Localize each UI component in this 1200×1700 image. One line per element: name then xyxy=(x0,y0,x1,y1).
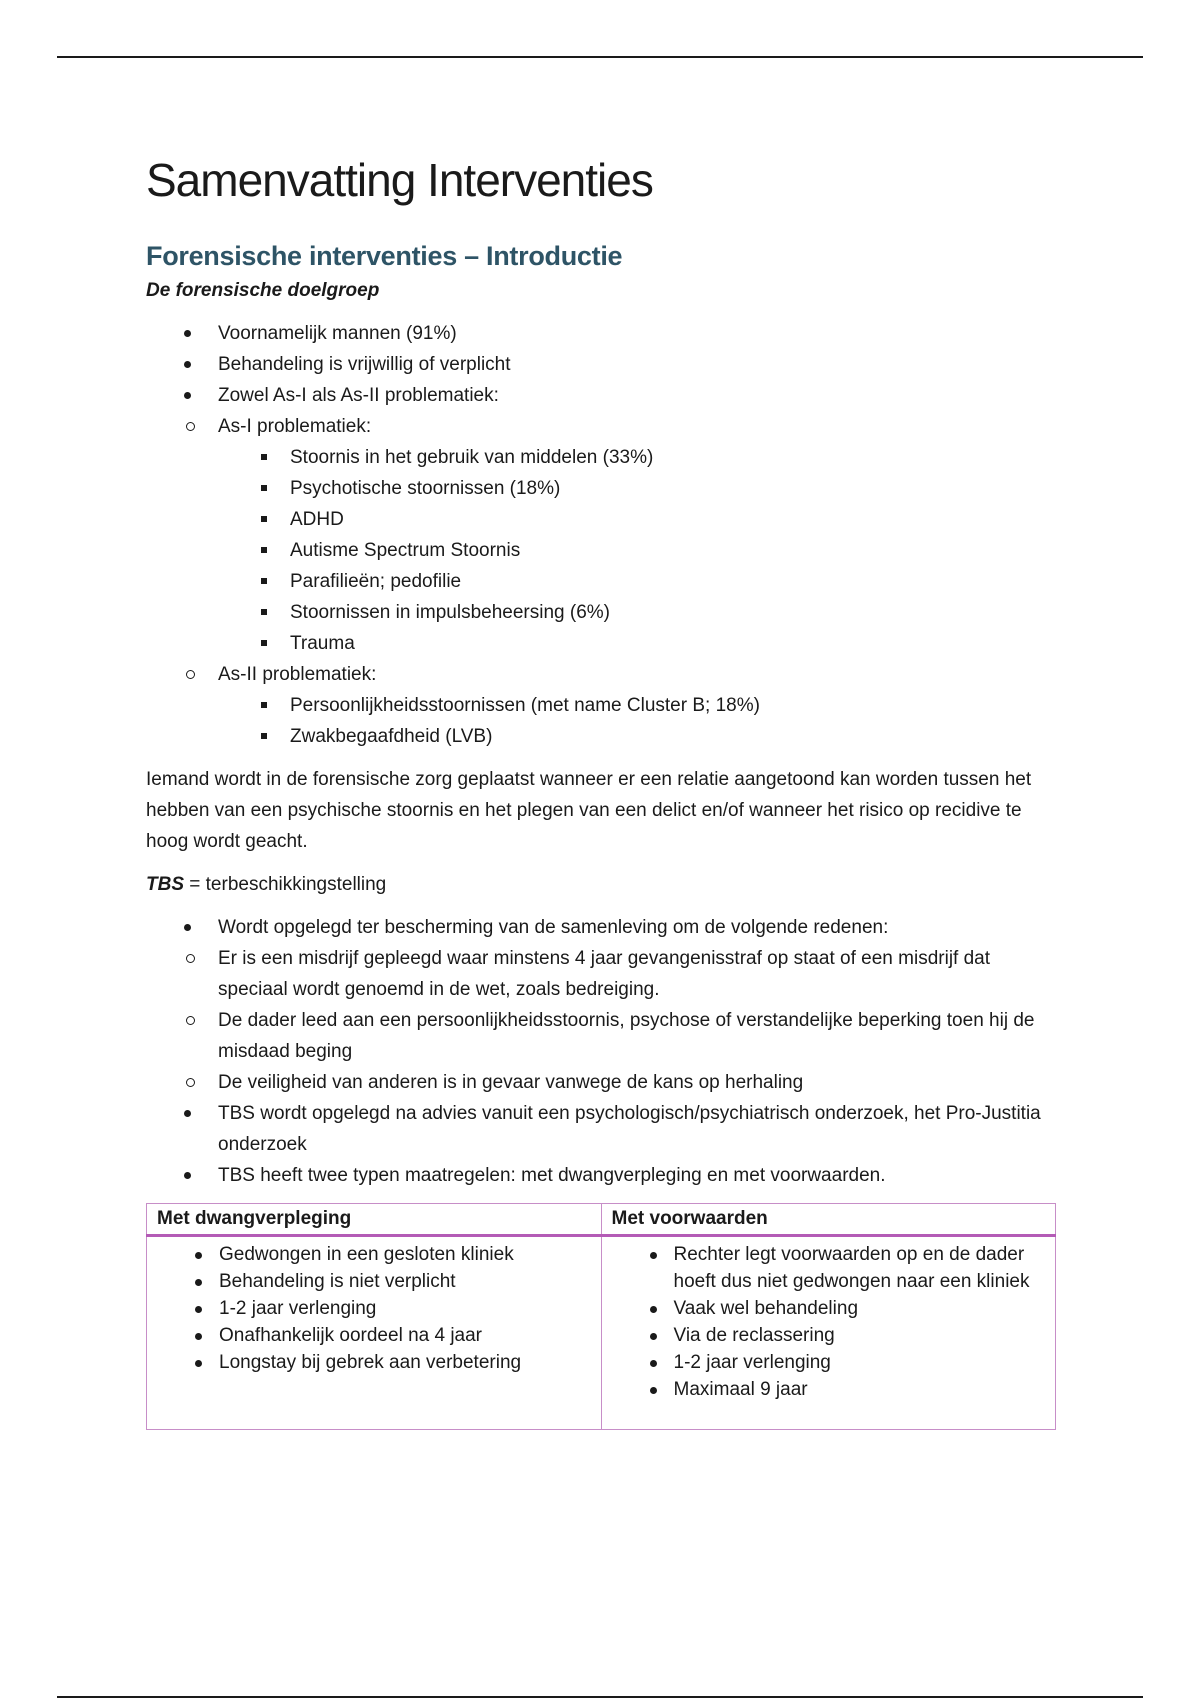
bullet-icon xyxy=(195,1306,202,1313)
list-item: TBS wordt opgelegd na advies vanuit een psychologisch/psychiatrisch onderzoek, het Pro-Justitia onderzoek xyxy=(146,1098,1056,1160)
list-item: TBS heeft twee typen maatregelen: met dwangverpleging en met voorwaarden. xyxy=(146,1160,1056,1191)
list-item: Rechter legt voorwaarden op en de dader hoeft dus niet gedwongen naar een kliniek xyxy=(602,1241,1046,1295)
tbs-measures-table xyxy=(146,1203,1056,1430)
tbs-term: TBS xyxy=(146,874,184,895)
square-bullet-icon xyxy=(261,640,267,646)
circle-bullet-icon xyxy=(186,1016,195,1025)
square-bullet-icon xyxy=(261,485,267,491)
list-item: ADHD xyxy=(290,504,1056,535)
list-item: Autisme Spectrum Stoornis xyxy=(290,535,1056,566)
as2-items xyxy=(290,690,1056,752)
list-item: 1-2 jaar verlenging xyxy=(147,1295,591,1322)
top-rule xyxy=(57,56,1143,58)
bullet-icon xyxy=(184,330,191,337)
bullet-icon xyxy=(650,1360,657,1367)
list-item: De dader leed aan een persoonlijkheidsstoornis, psychose of verstandelijke beperking toen hij de misdaad beging xyxy=(218,1005,1056,1067)
bullet-icon xyxy=(650,1306,657,1313)
bullet-icon xyxy=(184,392,191,399)
circle-bullet-icon xyxy=(186,1078,195,1087)
square-bullet-icon xyxy=(261,547,267,553)
list-item: Zowel As-I als As-II problematiek: As-I problematiek: Stoornis in het gebruik van middelen (33%) Psychotische stoornissen (18%) ADHD Autisme Spectrum Stoornis Parafilieën; pedofilie Stoornissen in impulsbeheersing (6%) Trauma As-II problematiek: Persoonlijkheidsstoornissen (met name Cluster B; 18%) Zwakbegaafdheid (LVB) xyxy=(146,380,1056,752)
bullet-icon xyxy=(195,1360,202,1367)
list-item: Er is een misdrijf gepleegd waar minstens 4 jaar gevangenisstraf op staat of een misdrijf dat speciaal wordt genoemd in de wet, zoals bedreiging. xyxy=(218,943,1056,1005)
bullet-icon xyxy=(184,361,191,368)
list-item: Behandeling is niet verplicht xyxy=(147,1268,591,1295)
tbs-list xyxy=(146,912,1056,1191)
bullet-icon xyxy=(650,1252,657,1259)
as1-items xyxy=(290,442,1056,659)
list-item: De veiligheid van anderen is in gevaar vanwege de kans op herhaling xyxy=(218,1067,1056,1098)
list-item: Psychotische stoornissen (18%) xyxy=(290,473,1056,504)
table-header-row xyxy=(147,1204,1056,1236)
list-item: As-I problematiek: Stoornis in het gebruik van middelen (33%) Psychotische stoornissen (18%) ADHD Autisme Spectrum Stoornis Parafilieën; pedofilie Stoornissen in impulsbeheersing (6%) Trauma xyxy=(218,411,1056,659)
col1-header: Met dwangverpleging xyxy=(147,1204,602,1236)
bullet-icon xyxy=(650,1333,657,1340)
list-item: Parafilieën; pedofilie xyxy=(290,566,1056,597)
bullet-icon xyxy=(650,1387,657,1394)
bullet-icon xyxy=(184,1172,191,1179)
list-item: Behandeling is vrijwillig of verplicht xyxy=(146,349,1056,380)
list-item: As-II problematiek: Persoonlijkheidsstoornissen (met name Cluster B; 18%) Zwakbegaafdheid (LVB) xyxy=(218,659,1056,752)
circle-bullet-icon xyxy=(186,670,195,679)
list-item: Longstay bij gebrek aan verbetering xyxy=(147,1349,591,1376)
bullet-icon xyxy=(195,1252,202,1259)
table-row xyxy=(147,1236,1056,1430)
col1-cell xyxy=(147,1236,602,1430)
square-bullet-icon xyxy=(261,702,267,708)
page-title: Samenvatting Interventies xyxy=(146,154,653,206)
list-item: Maximaal 9 jaar xyxy=(602,1376,1046,1403)
square-bullet-icon xyxy=(261,578,267,584)
tbs-definition xyxy=(146,869,1056,900)
square-bullet-icon xyxy=(261,733,267,739)
col2-header: Met voorwaarden xyxy=(601,1204,1056,1236)
document-body xyxy=(146,150,1056,1430)
list-item: Wordt opgelegd ter bescherming van de samenleving om de volgende redenen: Er is een misdrijf gepleegd waar minstens 4 jaar gevangenisstraf op staat of een misdrijf dat speciaal wordt genoemd in de wet, zoals bedreiging. De dader leed aan een persoonlijkheidsstoornis, psychose of verstandelijke beperking toen hij de misdaad beging De veiligheid van anderen is in gevaar vanwege de kans op herhaling xyxy=(146,912,1056,1098)
dwangverpleging-list xyxy=(157,1241,591,1376)
bullet-icon xyxy=(195,1279,202,1286)
list-item: Voornamelijk mannen (91%) xyxy=(146,318,1056,349)
circle-bullet-icon xyxy=(186,422,195,431)
doelgroep-list xyxy=(146,318,1056,752)
list-item: Stoornis in het gebruik van middelen (33%) xyxy=(290,442,1056,473)
list-item: Via de reclassering xyxy=(602,1322,1046,1349)
list-item: Onafhankelijk oordeel na 4 jaar xyxy=(147,1322,591,1349)
as-sublist xyxy=(218,411,1056,752)
subheading: De forensische doelgroep xyxy=(146,280,380,301)
bottom-rule xyxy=(57,1696,1143,1698)
square-bullet-icon xyxy=(261,454,267,460)
voorwaarden-list xyxy=(612,1241,1046,1403)
list-item: Gedwongen in een gesloten kliniek xyxy=(147,1241,591,1268)
list-item: Stoornissen in impulsbeheersing (6%) xyxy=(290,597,1056,628)
tbs-definition-text: = terbeschikkingstelling xyxy=(184,874,387,895)
list-item: 1-2 jaar verlenging xyxy=(602,1349,1046,1376)
list-item: Zwakbegaafdheid (LVB) xyxy=(290,721,1056,752)
square-bullet-icon xyxy=(261,516,267,522)
section-heading: Forensische interventies – Introductie xyxy=(146,241,623,271)
circle-bullet-icon xyxy=(186,954,195,963)
list-item: Vaak wel behandeling xyxy=(602,1295,1046,1322)
square-bullet-icon xyxy=(261,609,267,615)
list-item: Persoonlijkheidsstoornissen (met name Cluster B; 18%) xyxy=(290,690,1056,721)
reasons-sublist xyxy=(218,943,1056,1098)
bullet-icon xyxy=(195,1333,202,1340)
bullet-icon xyxy=(184,1110,191,1117)
col2-cell xyxy=(601,1236,1056,1430)
list-item: Trauma xyxy=(290,628,1056,659)
intro-paragraph: Iemand wordt in de forensische zorg geplaatst wanneer er een relatie aangetoond kan worden tussen het hebben van een psychische stoornis en het plegen van een delict en/of wanneer het risico op recidive te hoog wordt geacht. xyxy=(146,769,1032,852)
bullet-icon xyxy=(184,924,191,931)
